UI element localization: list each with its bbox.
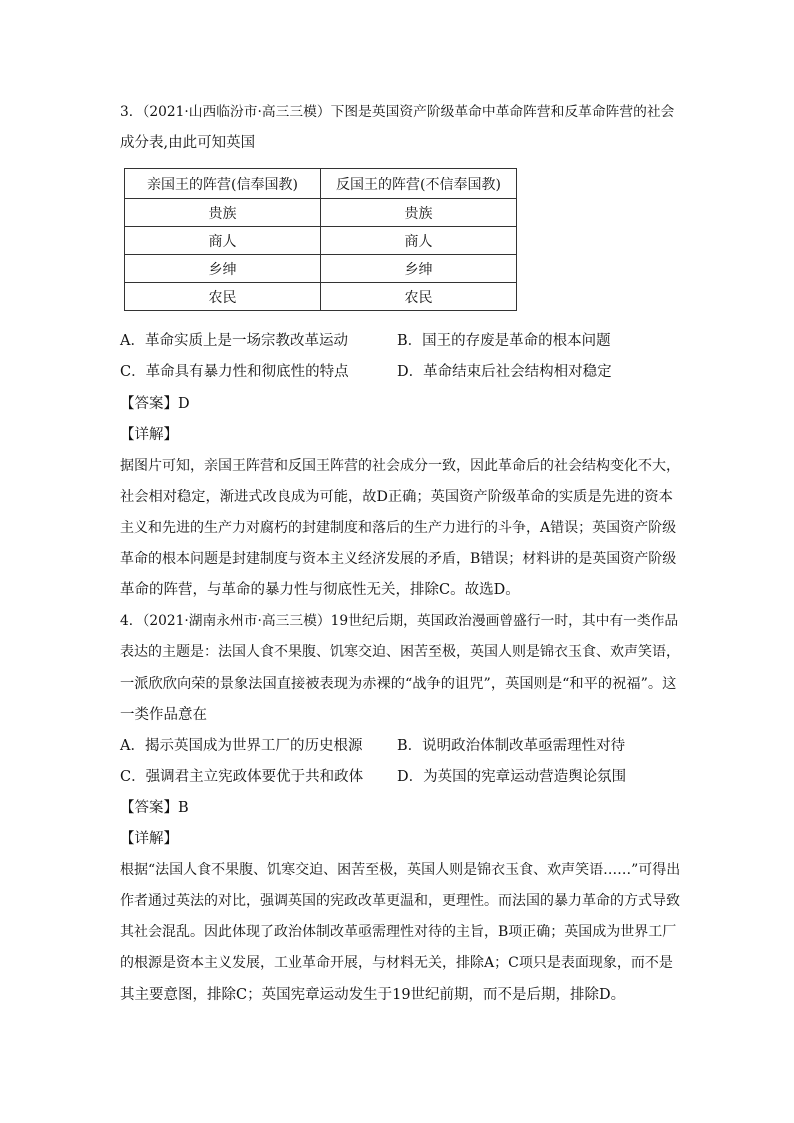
table-cell: 乡绅 — [125, 255, 321, 283]
q4-option-c: C．强调君主立宪政体要优于共和政体 — [120, 769, 364, 785]
q3-detail-line: 社会相对稳定，渐进式改良成为可能，故D正确；英国资产阶级革命的实质是先进的资本 — [120, 489, 673, 505]
table-header-row — [125, 169, 517, 199]
q4-detail-line: 其主要意图，排除C；英国宪章运动发生于19世纪前期，而不是后期，排除D。 — [120, 987, 626, 1003]
q4-stem-line: 一类作品意在 — [120, 707, 207, 723]
social-composition-table — [124, 168, 517, 311]
q4-stem-line: 表达的主题是：法国人食不果腹、饥寒交迫、困苦至极，英国人则是锦衣玉食、欢声笑语， — [120, 644, 680, 660]
table-cell: 农民 — [125, 283, 321, 311]
q3-option-b: B．国王的存废是革命的根本问题 — [397, 333, 611, 349]
table-row — [125, 199, 517, 227]
q3-stem-line-2: 成分表,由此可知英国 — [120, 135, 256, 151]
q3-detail-line: 革命的阵营，与革命的暴力性与彻底性无关，排除C。故选D。 — [120, 582, 520, 598]
q4-answer: 【答案】B — [120, 800, 189, 816]
table-cell: 乡绅 — [321, 255, 517, 283]
table-cell: 农民 — [321, 283, 517, 311]
q4-option-a: A．揭示英国成为世界工厂的历史根源 — [120, 738, 363, 754]
q3-detail-line: 主义和先进的生产力对腐朽的封建制度和落后的生产力进行的斗争，A错误；英国资产阶级 — [120, 520, 677, 536]
q4-option-d: D．为英国的宪章运动营造舆论氛围 — [397, 769, 627, 785]
table-row — [125, 255, 517, 283]
table-cell: 贵族 — [125, 199, 321, 227]
q3-detail-line: 据图片可知，亲国王阵营和反国王阵营的社会成分一致，因此革命后的社会结构变化不大， — [120, 458, 680, 474]
q3-option-c: C．革命具有暴力性和彻底性的特点 — [120, 364, 349, 380]
q3-stem-line-1: 3．（2021·山西临汾市·高三三模）下图是英国资产阶级革命中革命阵营和反革命阵营的社会 — [120, 104, 675, 120]
q3-option-d: D．革命结束后社会结构相对稳定 — [397, 364, 612, 380]
q4-detail-line: 作者通过英法的对比，强调英国的宪政改革更温和，更理性。而法国的暴力革命的方式导致 — [120, 893, 680, 909]
table-row — [125, 283, 517, 311]
table-header-cell: 亲国王的阵营(信奉国教) — [125, 169, 321, 199]
q3-answer: 【答案】D — [120, 396, 190, 412]
q4-detail-line: 的根源是资本主义发展，工业革命开展，与材料无关，排除A；C项只是表面现象，而不是 — [120, 955, 673, 971]
q4-detail-line: 其社会混乱。因此体现了政治体制改革亟需理性对待的主旨，B项正确；英国成为世界工厂 — [120, 924, 677, 940]
table-row — [125, 227, 517, 255]
q4-option-b: B．说明政治体制改革亟需理性对待 — [397, 738, 626, 754]
q3-detail-label: 【详解】 — [120, 427, 178, 443]
table-cell: 商人 — [125, 227, 321, 255]
q4-detail-label: 【详解】 — [120, 831, 178, 847]
table-cell: 商人 — [321, 227, 517, 255]
q4-stem-line: 一派欣欣向荣的景象法国直接被表现为赤裸的“战争的诅咒”，英国则是“和平的祝福”。这 — [120, 676, 677, 692]
q4-stem-line: 4．（2021·湖南永州市·高三三模）19世纪后期，英国政治漫画曾盛行一时，其中有一类作品 — [120, 613, 679, 629]
table-cell: 贵族 — [321, 199, 517, 227]
table-header-cell: 反国王的阵营(不信奉国教) — [321, 169, 517, 199]
q4-detail-line: 根据“法国人食不果腹、饥寒交迫、困苦至极，英国人则是锦衣玉食、欢声笑语……”可得出 — [120, 862, 681, 878]
q3-detail-line: 革命的根本问题是封建制度与资本主义经济发展的矛盾，B错误；材料讲的是英国资产阶级 — [120, 551, 677, 567]
q3-option-a: A．革命实质上是一场宗教改革运动 — [120, 333, 348, 349]
